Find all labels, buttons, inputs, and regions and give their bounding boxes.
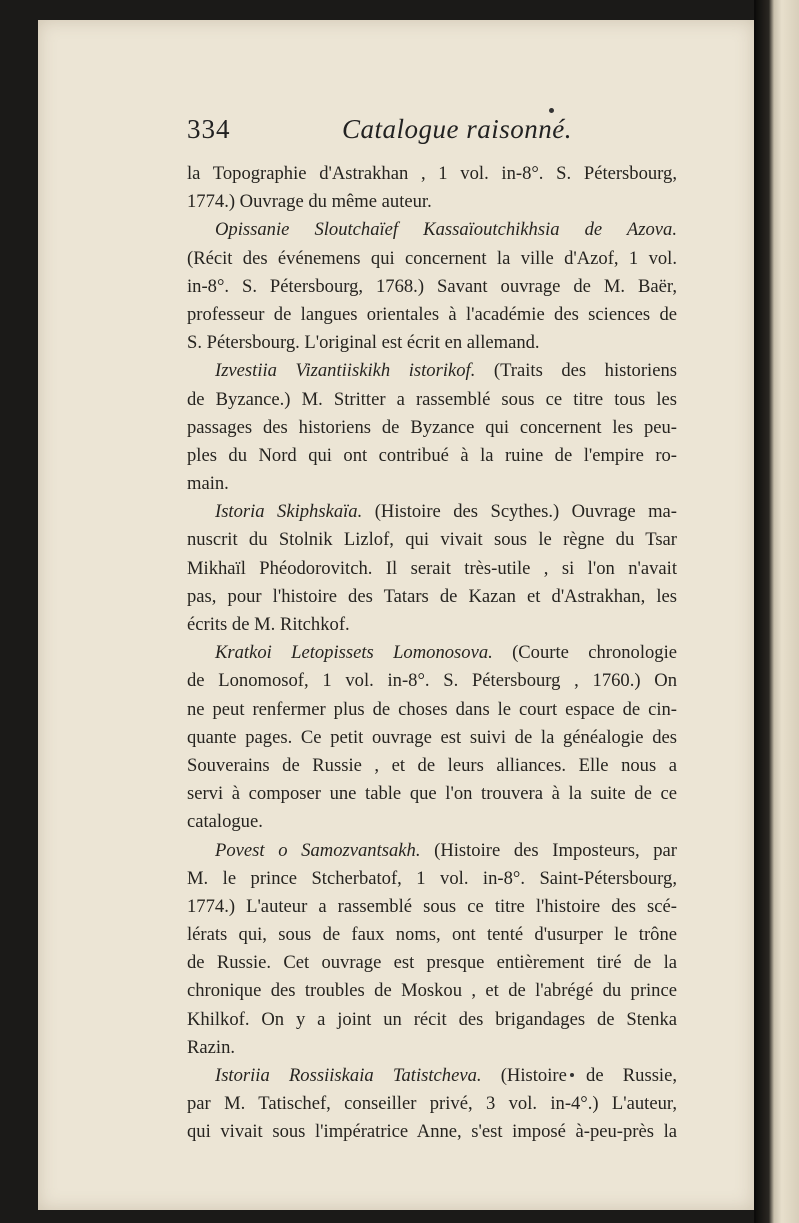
- line-text: chronique des troubles de Moskou , et de l'abrégé du prince: [187, 980, 677, 1002]
- work-title: Istoriia Rossiiskaia Tatistcheva.: [215, 1065, 482, 1086]
- line-text: quante pages. Ce petit ouvrage est suivi de la généalogie des: [187, 726, 677, 748]
- line-text: de Lonomosof, 1 vol. in-8°. S. Pétersbourg , 1760.) On: [187, 670, 677, 692]
- text-line: [187, 752, 677, 780]
- text-line: [187, 977, 677, 1005]
- text-line: [187, 414, 677, 442]
- line-text: catalogue.: [187, 811, 263, 833]
- running-head: Catalogue raisonné.: [342, 114, 572, 144]
- line-text: nuscrit du Stolnik Lizlof, qui vivait sous le règne du Tsar: [187, 529, 677, 551]
- text-line: [187, 273, 677, 301]
- text-line: [187, 245, 677, 273]
- work-title: Povest o Samozvantsakh.: [215, 839, 421, 861]
- text-line: [187, 526, 677, 554]
- line-text: servi à composer une table que l'on trouvera à la suite de ce: [187, 783, 677, 805]
- line-text: ne peut renfermer plus de choses dans le court espace de cin-: [187, 698, 677, 720]
- line-text: passages des historiens de Byzance qui concernent les peu-: [187, 416, 677, 438]
- text-line: [187, 696, 677, 724]
- work-title: Opissanie Sloutchaïef Kassaïoutchikhsia de Azova.: [215, 219, 677, 241]
- text-line: [187, 1034, 677, 1062]
- text-line: [187, 1118, 677, 1146]
- text-line: [187, 301, 677, 329]
- text-line: [187, 188, 677, 216]
- text-line: [187, 667, 677, 695]
- line-text: main.: [187, 473, 229, 495]
- page-header: [187, 110, 674, 150]
- text-line: [187, 949, 677, 977]
- text-line: [187, 808, 677, 836]
- line-text: 1774.) Ouvrage du même auteur.: [187, 191, 432, 213]
- line-text: par M. Tatischef, conseiller privé, 3 vol. in-4°.) L'auteur,: [187, 1093, 677, 1115]
- body-text: [187, 160, 677, 1147]
- text-line: [187, 555, 677, 583]
- entry-first-line: [187, 498, 677, 526]
- text-line: [187, 442, 677, 470]
- text-line: [187, 611, 677, 639]
- entry-first-line: [187, 837, 677, 865]
- line-text: de Byzance.) M. Stritter a rassemblé sous ce titre tous les: [187, 388, 677, 410]
- text-line: [187, 1006, 677, 1034]
- line-text: (Récit des événemens qui concernent la ville d'Azof, 1 vol.: [187, 247, 677, 269]
- text-line: [187, 329, 677, 357]
- line-text: Mikhaïl Phéodorovitch. Il serait très-utile , si l'on n'avait: [187, 557, 677, 579]
- text-line: [187, 921, 677, 949]
- text-line: [187, 583, 677, 611]
- line-text: S. Pétersbourg. L'original est écrit en allemand.: [187, 332, 540, 354]
- line-text: la Topographie d'Astrakhan , 1 vol. in-8°. S. Pétersbourg,: [187, 163, 677, 184]
- entry-first-line: [187, 216, 677, 244]
- work-title: Istoria Skiphskaïa.: [215, 501, 363, 523]
- text-line: [187, 724, 677, 752]
- line-text: Khilkof. On y a joint un récit des brigandages de Stenka: [187, 1008, 677, 1030]
- line-text: qui vivait sous l'impératrice Anne, s'est imposé à-peu-près la: [187, 1121, 677, 1143]
- text-line: [187, 1090, 677, 1118]
- line-text: (Courte chronologie: [492, 642, 678, 664]
- line-text: (Histoire de Russie,: [481, 1065, 677, 1086]
- entry-first-line: [187, 1062, 677, 1090]
- line-text: 1774.) L'auteur a rassemblé sous ce titre l'histoire des scé-: [187, 895, 677, 917]
- line-text: Souverains de Russie , et de leurs alliances. Elle nous a: [187, 754, 677, 776]
- text-line: [187, 893, 677, 921]
- page-number: 334: [187, 114, 231, 144]
- line-text: (Traits des historiens: [475, 360, 677, 382]
- work-title: Izvestiia Vizantiiskikh istorikof.: [215, 360, 476, 382]
- line-text: professeur de langues orientales à l'académie des sciences de: [187, 303, 677, 325]
- entry-first-line: [187, 357, 677, 385]
- line-text: (Histoire des Scythes.) Ouvrage ma-: [362, 501, 677, 523]
- text-line: [187, 780, 677, 808]
- line-text: M. le prince Stcherbatof, 1 vol. in-8°. Saint-Pétersbourg,: [187, 867, 677, 889]
- work-title: Kratkoi Letopissets Lomonosova.: [215, 642, 493, 664]
- line-text: Razin.: [187, 1036, 236, 1058]
- line-text: (Histoire des Imposteurs, par: [420, 839, 677, 861]
- line-text: lérats qui, sous de faux noms, ont tenté d'usurper le trône: [187, 924, 677, 946]
- line-text: ples du Nord qui ont contribué à la ruine de l'empire ro-: [187, 444, 677, 466]
- entry-first-line: [187, 639, 677, 667]
- line-text: de Russie. Cet ouvrage est presque entièrement tiré de la: [187, 952, 677, 974]
- text-line: [187, 865, 677, 893]
- line-text: pas, pour l'histoire des Tatars de Kazan et d'Astrakhan, les: [187, 585, 677, 607]
- line-text: in-8°. S. Pétersbourg, 1768.) Savant ouvrage de M. Baër,: [187, 275, 677, 297]
- text-line: [187, 470, 677, 498]
- text-line: [187, 386, 677, 414]
- line-text: écrits de M. Ritchkof.: [187, 614, 350, 635]
- adjacent-page-edge: [756, 0, 799, 1223]
- text-line: [187, 160, 677, 188]
